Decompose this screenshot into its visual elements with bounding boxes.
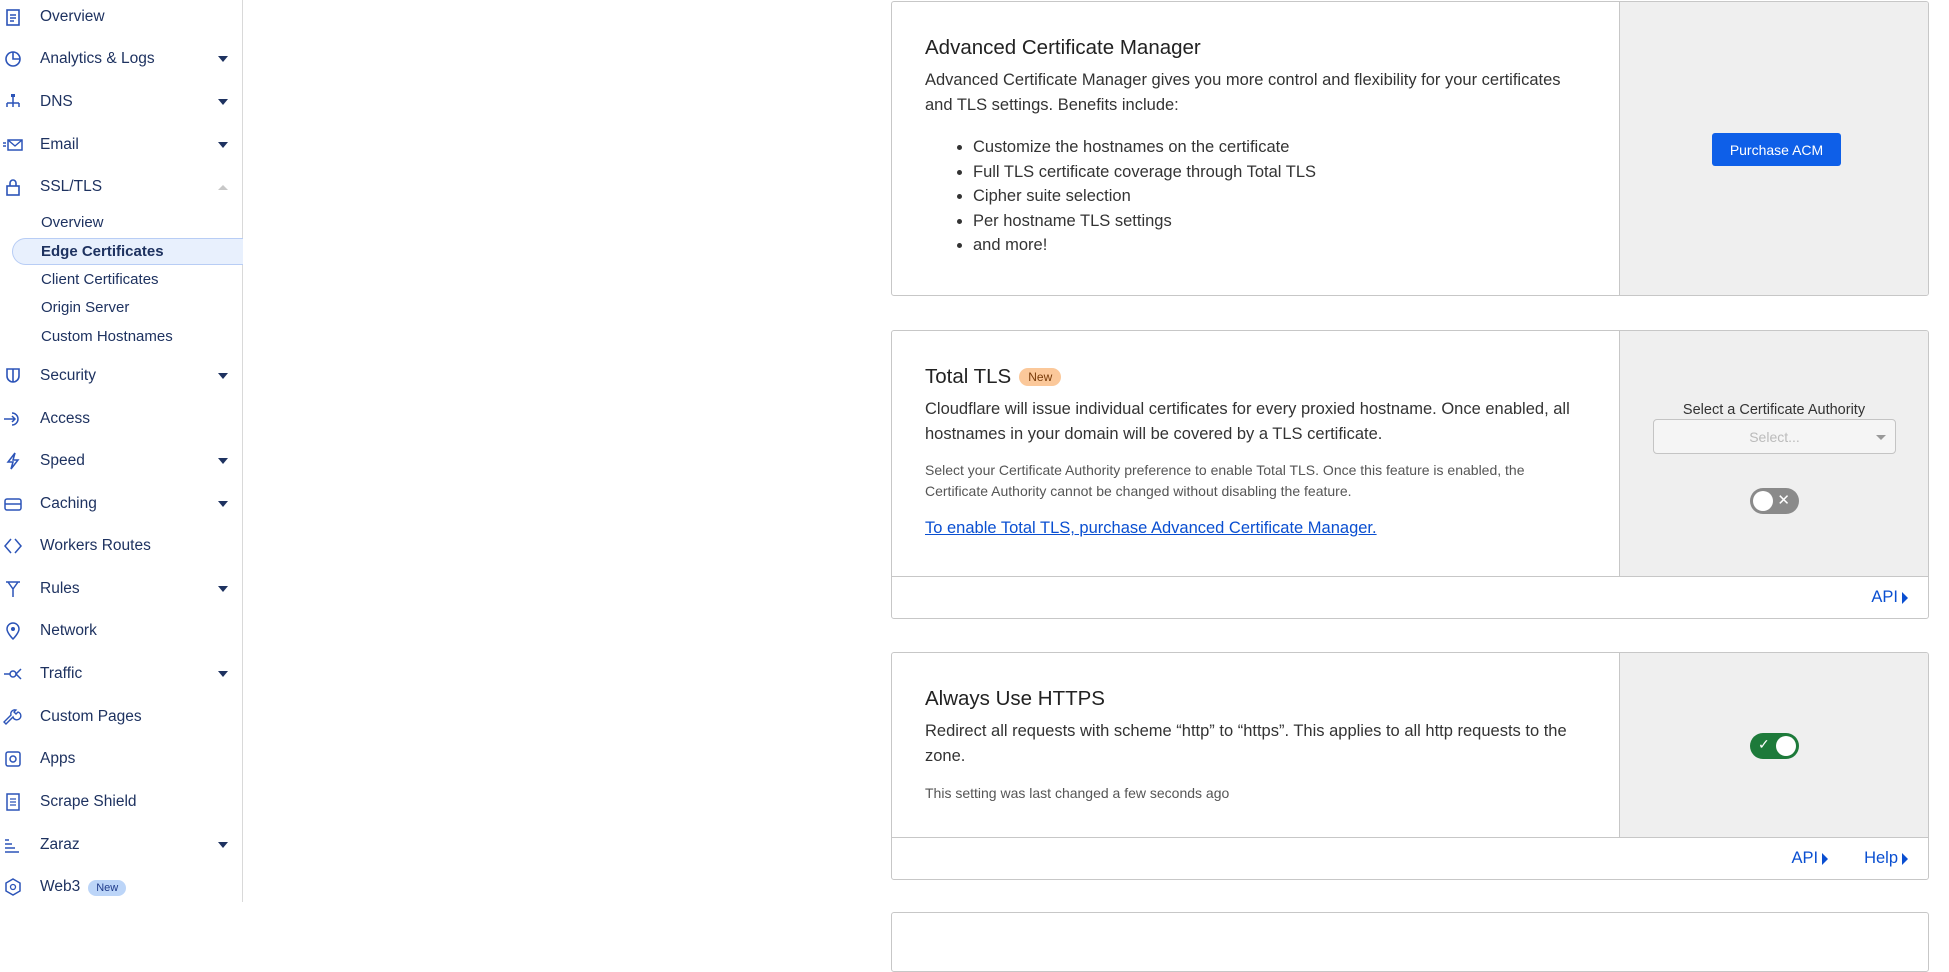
sidebar-item-caching[interactable]: Caching: [0, 489, 243, 519]
list-item: • Customize the hostnames on the certificate: [973, 135, 1586, 160]
ca-select[interactable]: [1653, 419, 1896, 454]
lock-icon: [3, 177, 23, 197]
purchase-acm-link[interactable]: To enable Total TLS, purchase Advanced Certificate Manager.: [925, 519, 1377, 537]
total-tls-note: Select your Certificate Authority preference to enable Total TLS. Once this feature is enabled, the Certificate Authority cannot be changed without disabling the feature.: [925, 462, 1525, 499]
total-tls-title: Total TLS: [925, 365, 1012, 388]
sidebar-item-security[interactable]: Security: [0, 361, 243, 391]
list-item: • Full TLS certificate coverage through Total TLS: [973, 160, 1586, 185]
chevron-down-icon: [218, 586, 228, 592]
sidebar-item-rules[interactable]: Rules: [0, 574, 243, 604]
help-link[interactable]: [1864, 849, 1908, 868]
sidebar-item-dns[interactable]: DNS: [0, 87, 243, 117]
sidebar-item-email[interactable]: Email: [0, 130, 243, 160]
list-item: • Per hostname TLS settings: [973, 209, 1586, 234]
sidebar-item-overview[interactable]: Overview: [0, 2, 243, 32]
zaraz-icon: [3, 835, 23, 855]
chevron-down-icon: [218, 142, 228, 148]
sidebar: [0, 0, 243, 902]
sidebar-sub-origin-server[interactable]: Origin Server: [41, 299, 130, 316]
document-icon: [3, 792, 23, 812]
total-tls-description: Cloudflare will issue individual certificates for every proxied hostname. Once enabled, all hostnames in your domain will be covered by a TLS certificate.: [925, 400, 1570, 443]
chevron-down-icon: [218, 501, 228, 507]
new-badge: New: [1019, 368, 1061, 386]
sidebar-item-workers-routes[interactable]: Workers Routes: [0, 531, 243, 561]
chevron-up-icon: [218, 185, 228, 190]
chevron-down-icon: [218, 842, 228, 848]
chevron-down-icon: [1876, 435, 1886, 440]
clipboard-icon: [3, 7, 23, 27]
sidebar-item-analytics[interactable]: Analytics & Logs: [0, 44, 243, 74]
sidebar-item-traffic[interactable]: Traffic: [0, 659, 243, 689]
sidebar-sub-edge-certificates[interactable]: Edge Certificates: [12, 238, 243, 265]
sidebar-sub-overview[interactable]: Overview: [41, 214, 104, 231]
sidebar-item-zaraz[interactable]: Zaraz: [0, 830, 243, 860]
chevron-down-icon: [218, 56, 228, 62]
help-label: Help: [1864, 849, 1898, 867]
lightning-icon: [3, 451, 23, 471]
x-icon: ✕: [1777, 492, 1790, 509]
storage-icon: [3, 494, 23, 514]
sidebar-item-custom-pages[interactable]: Custom Pages: [0, 702, 243, 732]
sidebar-item-scrape-shield[interactable]: Scrape Shield: [0, 787, 243, 817]
shield-icon: [3, 366, 23, 386]
sidebar-item-access[interactable]: Access: [0, 404, 243, 434]
sidebar-item-web3[interactable]: [0, 872, 243, 902]
total-tls-toggle[interactable]: [1750, 488, 1799, 514]
api-label: API: [1871, 588, 1898, 606]
web3-label: Web3: [40, 878, 81, 895]
always-https-title: Always Use HTTPS: [925, 687, 1105, 710]
api-label: API: [1791, 849, 1819, 867]
check-icon: ✓: [1758, 736, 1770, 752]
always-https-description: Redirect all requests with scheme “http” to “https”. This applies to all http requests to the zone.: [925, 722, 1567, 765]
last-changed-note: This setting was last changed a few seconds ago: [925, 785, 1230, 801]
always-https-card: [891, 652, 1929, 880]
acm-description: Advanced Certificate Manager gives you more control and flexibility for your certificates and TLS settings. Benefits include:: [925, 71, 1561, 114]
chevron-down-icon: [218, 671, 228, 677]
next-card: [891, 912, 1929, 972]
access-icon: [3, 409, 23, 429]
ca-select-placeholder: Select...: [1749, 429, 1800, 445]
total-tls-card: [891, 330, 1929, 619]
location-pin-icon: [3, 621, 23, 641]
caret-right-icon: [1902, 592, 1908, 604]
workers-icon: [3, 536, 23, 556]
chevron-down-icon: [218, 99, 228, 105]
sidebar-sub-custom-hostnames[interactable]: Custom Hostnames: [41, 328, 173, 345]
apps-icon: [3, 749, 23, 769]
sidebar-item-apps[interactable]: Apps: [0, 744, 243, 774]
sidebar-item-speed[interactable]: Speed: [0, 446, 243, 476]
always-https-toggle[interactable]: [1750, 733, 1799, 759]
network-tree-icon: [3, 92, 23, 112]
pie-chart-icon: [3, 49, 23, 69]
acm-benefits-list: [973, 135, 1586, 258]
api-link[interactable]: [1791, 849, 1828, 868]
rules-icon: [3, 579, 23, 599]
acm-title: Advanced Certificate Manager: [925, 36, 1201, 59]
acm-card: [891, 1, 1929, 296]
sidebar-item-ssl-tls[interactable]: SSL/TLS: [0, 172, 243, 202]
email-icon: [3, 135, 23, 155]
sidebar-sub-client-certificates[interactable]: Client Certificates: [41, 271, 159, 288]
caret-right-icon: [1902, 853, 1908, 865]
traffic-icon: [3, 664, 23, 684]
chevron-down-icon: [218, 373, 228, 379]
chevron-down-icon: [218, 458, 228, 464]
api-link[interactable]: [1871, 588, 1908, 607]
web3-icon: [3, 877, 23, 897]
new-badge: New: [88, 880, 126, 896]
list-item: • Cipher suite selection: [973, 184, 1586, 209]
caret-right-icon: [1822, 853, 1828, 865]
sidebar-item-network[interactable]: Network: [0, 616, 243, 646]
wrench-icon: [3, 707, 23, 727]
list-item: • and more!: [973, 233, 1586, 258]
ca-label: Select a Certificate Authority: [1682, 402, 1866, 418]
purchase-acm-button[interactable]: Purchase ACM: [1712, 133, 1841, 166]
